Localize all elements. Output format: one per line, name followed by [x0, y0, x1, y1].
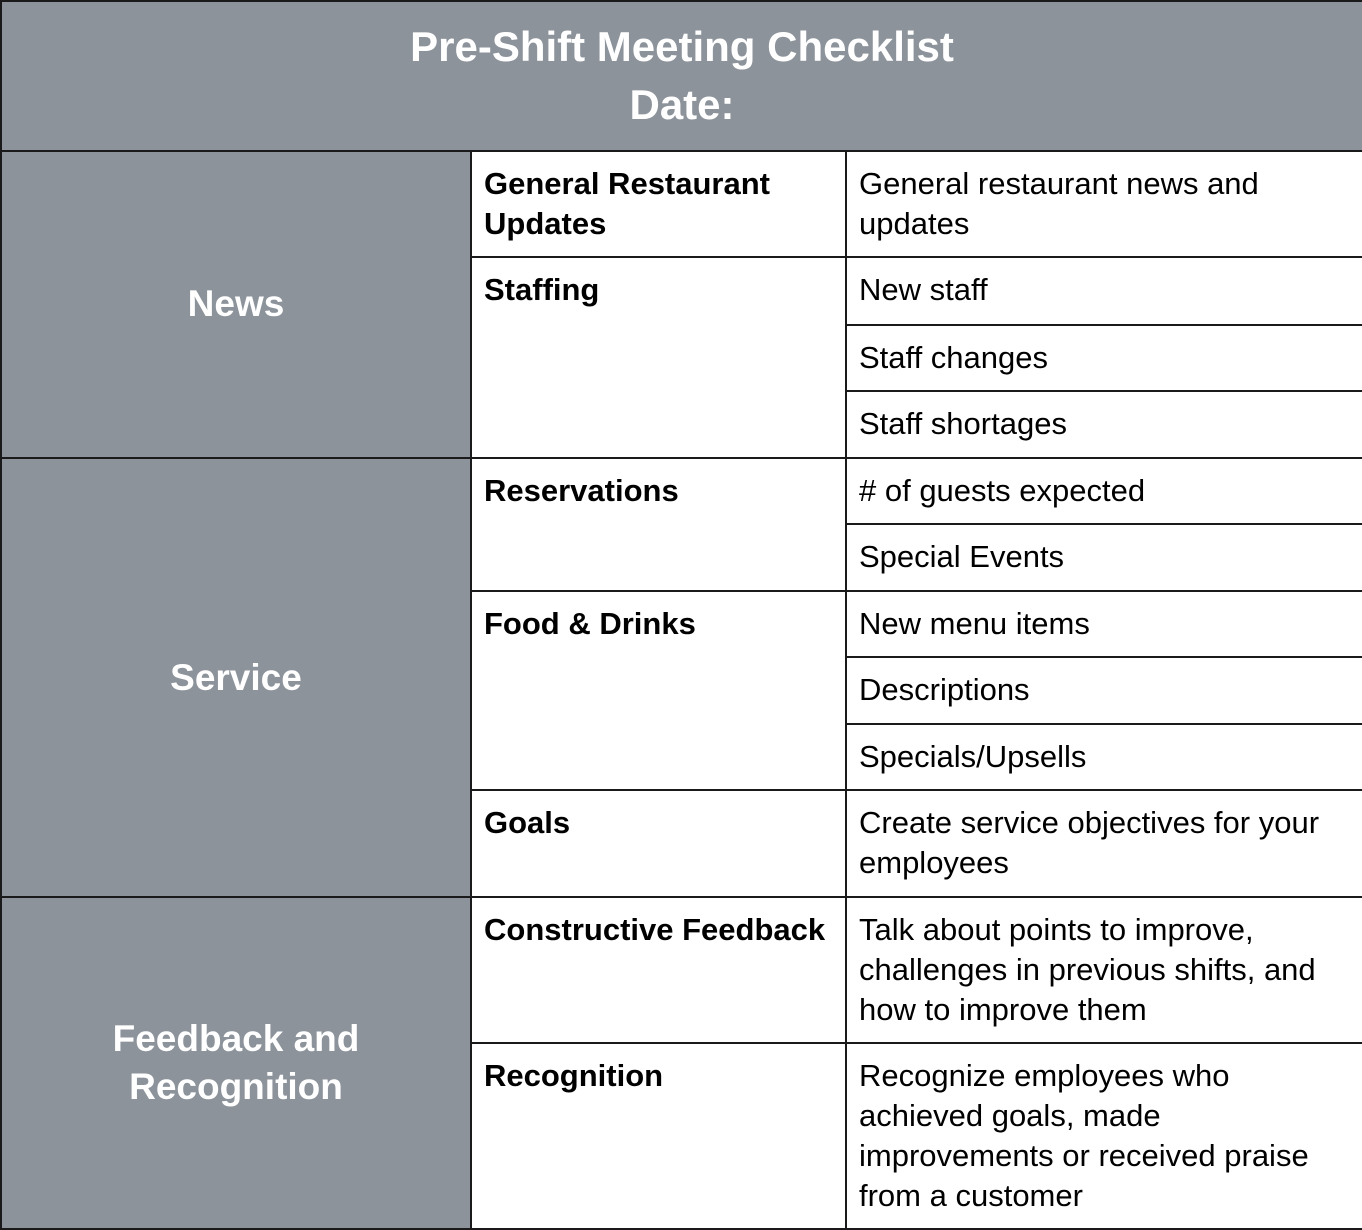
topic-goals: Goals [471, 790, 846, 897]
item-special-events: Special Events [846, 524, 1362, 591]
topic-reservations: Reservations [471, 458, 846, 591]
item-guests-expected: # of guests expected [846, 458, 1362, 524]
topic-staffing: Staffing [471, 257, 846, 457]
item-new-staff: New staff [846, 257, 1362, 324]
section-service: Service [1, 458, 471, 898]
checklist-header [1, 1, 1362, 151]
topic-constructive-feedback: Constructive Feedback [471, 897, 846, 1042]
item-general-news: General restaurant news and updates [846, 151, 1362, 257]
item-descriptions: Descriptions [846, 657, 1362, 724]
date-label: Date: [629, 81, 735, 129]
item-recognize-employees: Recognize employees who achieved goals, made improvements or received praise from a customer [846, 1043, 1362, 1229]
item-new-menu-items: New menu items [846, 591, 1362, 657]
item-staff-shortages: Staff shortages [846, 391, 1362, 458]
section-feedback-recognition: Feedback and Recognition [1, 897, 471, 1229]
item-staff-changes: Staff changes [846, 325, 1362, 391]
topic-general-restaurant-updates: General Restaurant Updates [471, 151, 846, 257]
item-service-objectives: Create service objectives for your employees [846, 790, 1362, 897]
section-news: News [1, 151, 471, 457]
topic-recognition: Recognition [471, 1043, 846, 1229]
item-specials-upsells: Specials/Upsells [846, 724, 1362, 790]
checklist-title: Pre-Shift Meeting Checklist [410, 23, 954, 71]
topic-food-drinks: Food & Drinks [471, 591, 846, 790]
item-points-to-improve: Talk about points to improve, challenges in previous shifts, and how to improve them [846, 897, 1362, 1042]
